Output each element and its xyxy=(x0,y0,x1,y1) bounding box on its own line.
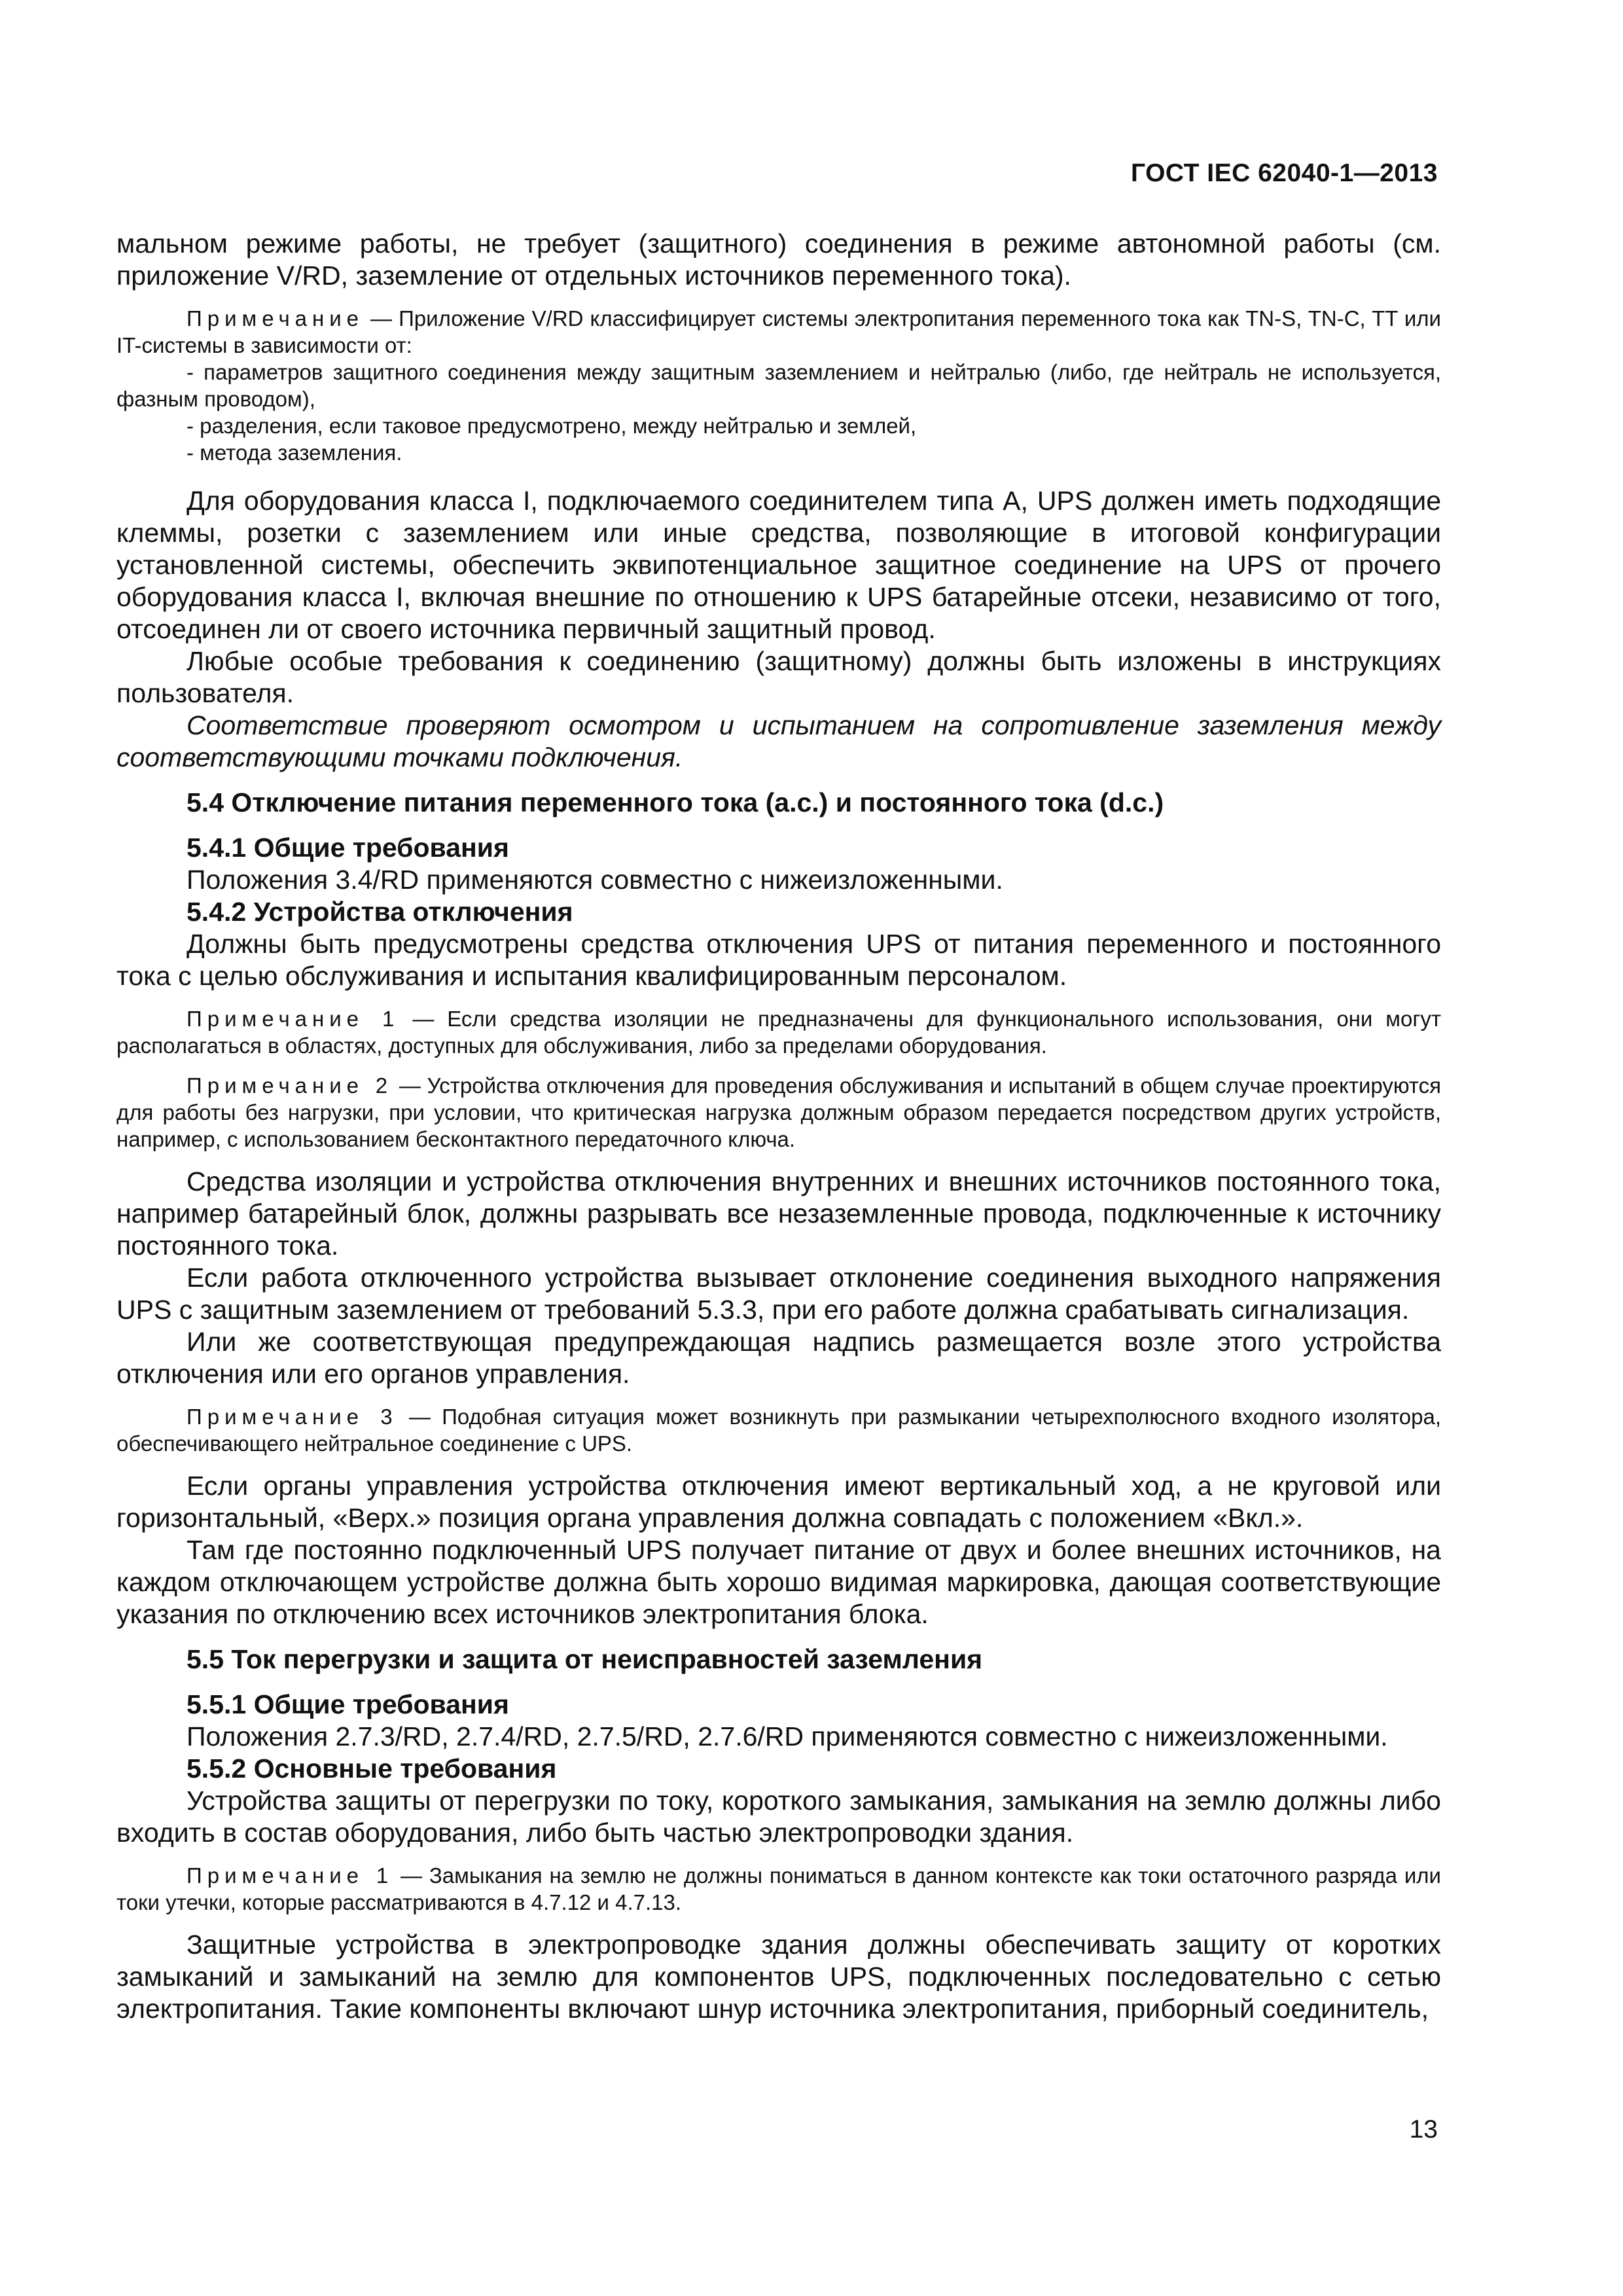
subsection-heading-5-4-1: 5.4.1 Общие требования xyxy=(187,833,509,863)
note xyxy=(116,1403,1441,1457)
subsection-heading-5-5-1: 5.5.1 Общие требования xyxy=(187,1689,509,1719)
page-number: 13 xyxy=(1409,2115,1438,2144)
compliance-check-text: Соответствие проверяют осмотром и испытанием на сопротивление заземления между соответствующими точками подключения. xyxy=(116,710,1441,772)
note-list-item: - разделения, если таковое предусмотрено, между нейтралью и землей, xyxy=(187,414,917,438)
note-list-item: - метода заземления. xyxy=(187,440,402,465)
note-label: Примечание xyxy=(187,306,365,331)
note xyxy=(116,1005,1441,1059)
note xyxy=(116,1072,1441,1153)
note-text: — Приложение V/RD классифицирует системы электропитания переменного тока как TN-S, TN-C, TT или IT-системы в зависимости от: xyxy=(116,306,1441,357)
subsection-heading-5-4-2: 5.4.2 Устройства отключения xyxy=(187,897,573,927)
note xyxy=(116,305,1441,359)
paragraph: Любые особые требования к соединению (защитному) должны быть изложены в инструкциях пользователя. xyxy=(116,646,1441,708)
note-label: Примечание 1 xyxy=(187,1007,400,1031)
note-label: Примечание 3 xyxy=(187,1405,398,1429)
paragraph: Для оборудования класса I, подключаемого соединителем типа A, UPS должен иметь подходящие клеммы, розетки с заземлением или иные средства, позволяющие в итоговой конфигурации установленной системы, обеспечить эквипотенциальное защитное соединение на UPS от прочего оборудования класса I, включая внешние по отношению к UPS батарейные отсеки, независимо от того, отсоединен ли от своего источника первичный защитный провод. xyxy=(116,486,1441,644)
note-block xyxy=(116,305,1441,466)
note-text: — Устройства отключения для проведения обслуживания и испытаний в общем случае проектируются для работы без нагрузки, при условии, что критическая нагрузка должным образом передается посредством других устройств, например, с использованием бесконтактного передаточного ключа. xyxy=(116,1073,1442,1151)
paragraph: Если работа отключенного устройства вызывает отклонение соединения выходного напряжения UPS с защитным заземлением от требований 5.3.3, при его работе должна срабатывать сигнализация. xyxy=(116,1263,1441,1325)
page-body xyxy=(116,228,1441,2025)
note-text: — Если средства изоляции не предназначены для функционального использования, они могут располагаться в областях, доступных для обслуживания, либо за пределами оборудования. xyxy=(116,1007,1441,1058)
paragraph: мальном режиме работы, не требует (защитного) соединения в режиме автономной работы (см. приложение V/RD, заземление от отдельных источников переменного тока). xyxy=(116,228,1441,291)
note-text: — Подобная ситуация может возникнуть при размыкании четырехполюсного входного изолятора, обеспечивающего нейтральное соединение с UPS. xyxy=(116,1405,1441,1456)
note-label: Примечание 1 xyxy=(187,1863,394,1888)
paragraph: Положения 2.7.3/RD, 2.7.4/RD, 2.7.5/RD, 2.7.6/RD применяются совместно с нижеизложенными. xyxy=(187,1721,1388,1751)
paragraph: Или же соответствующая предупреждающая надпись размещается возле этого устройства отключения или его органов управления. xyxy=(116,1327,1441,1389)
paragraph: Устройства защиты от перегрузки по току, короткого замыкания, замыкания на землю должны либо входить в состав оборудования, либо быть частью электропроводки здания. xyxy=(116,1785,1441,1848)
note-list-item: - параметров защитного соединения между защитным заземлением и нейтралью (либо, где нейтраль не используется, фазным проводом), xyxy=(116,360,1441,411)
note-label: Примечание 2 xyxy=(187,1073,393,1098)
paragraph: Положения 3.4/RD применяются совместно с нижеизложенными. xyxy=(187,865,1003,895)
subsection-heading-5-5-2: 5.5.2 Основные требования xyxy=(187,1753,557,1784)
section-heading-5-5: 5.5 Ток перегрузки и защита от неисправностей заземления xyxy=(187,1644,983,1674)
note-text: — Замыкания на землю не должны пониматься в данном контексте как токи остаточного разряда или токи утечки, которые рассматриваются в 4.7.12 и 4.7.13. xyxy=(116,1863,1441,1914)
section-heading-5-4: 5.4 Отключение питания переменного тока (a.c.) и постоянного тока (d.c.) xyxy=(187,787,1164,817)
paragraph: Если органы управления устройства отключения имеют вертикальный ход, а не круговой или горизонтальный, «Верх.» позиция органа управления должна совпадать с положением «Вкл.». xyxy=(116,1471,1441,1533)
paragraph: Средства изоляции и устройства отключения внутренних и внешних источников постоянного тока, например батарейный блок, должны разрывать все незаземленные провода, подключенные к источнику постоянного тока. xyxy=(116,1166,1441,1261)
paragraph: Защитные устройства в электропроводке здания должны обеспечивать защиту от коротких замыканий и замыканий на землю для компонентов UPS, подключенных последовательно с сетью электропитания. Такие компоненты включают шнур источника электропитания, приборный соединитель, xyxy=(116,1929,1441,2024)
paragraph: Там где постоянно подключенный UPS получает питание от двух и более внешних источников, на каждом отключающем устройстве должна быть хорошо видимая маркировка, дающая соответствующие указания по отключению всех источников электропитания блока. xyxy=(116,1535,1441,1629)
paragraph: Должны быть предусмотрены средства отключения UPS от питания переменного и постоянного тока с целью обслуживания и испытания квалифицированным персоналом. xyxy=(116,929,1441,991)
document-header: ГОСТ IEC 62040-1—2013 xyxy=(1130,159,1438,187)
note xyxy=(116,1862,1441,1916)
